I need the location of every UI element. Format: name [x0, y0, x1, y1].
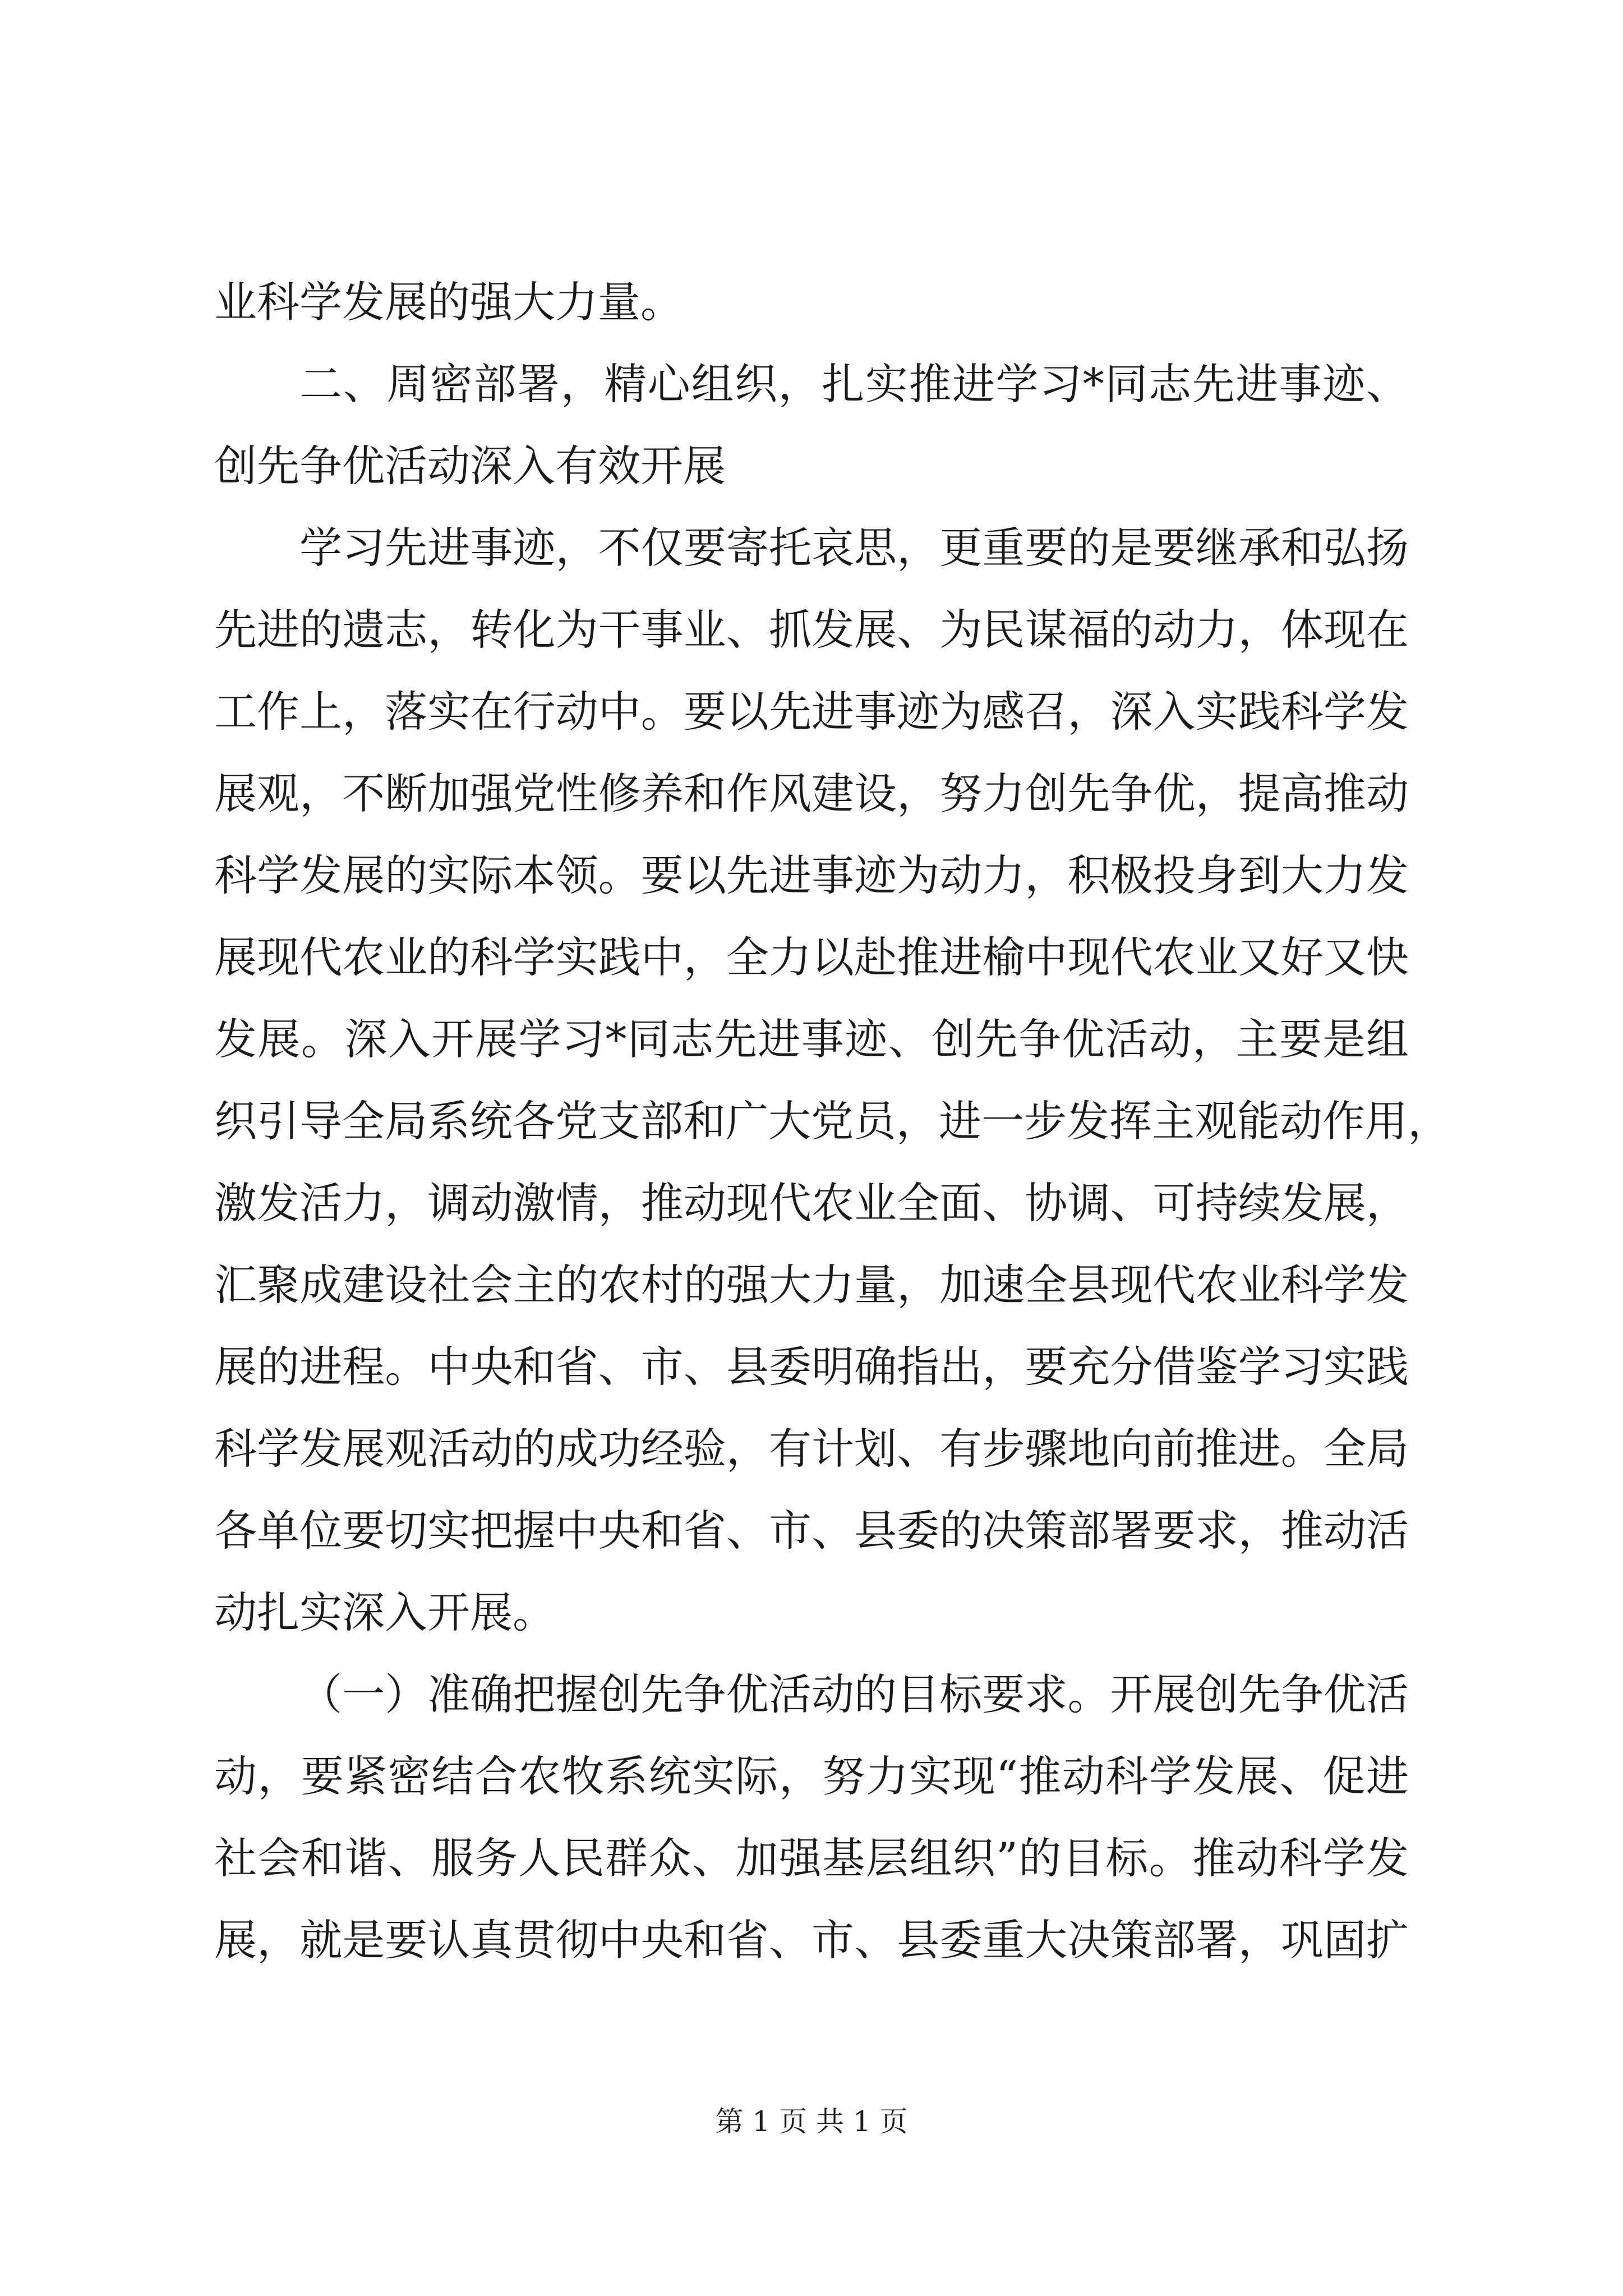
text-line: 动，要紧密结合农牧系统实际，努力实现“推动科学发展、促进	[214, 1751, 1409, 1801]
text-line: 科学发展观活动的成功经验，有计划、有步骤地向前推进。全局	[214, 1424, 1409, 1474]
text-line: 发展。深入开展学习*同志先进事迹、创先争优活动，主要是组	[214, 1014, 1409, 1064]
text-line: 织引导全局系统各党支部和广大党员，进一步发挥主观能动作用，	[214, 1096, 1450, 1146]
text-line: 工作上，落实在行动中。要以先进事迹为感召，深入实践科学发	[214, 687, 1409, 737]
text-line: 激发活力，调动激情，推动现代农业全面、协调、可持续发展，	[214, 1178, 1409, 1228]
text-line: 学习先进事迹，不仅要寄托哀思，更重要的是要继承和弘扬	[299, 523, 1409, 573]
text-line: 动扎实深入开展。	[214, 1588, 555, 1637]
section-heading-line: 二、周密部署，精心组织，扎实推进学习*同志先进事迹、	[299, 359, 1409, 409]
text-line: 各单位要切实把握中央和省、市、县委的决策部署要求，推动活	[214, 1506, 1409, 1556]
section-heading-line: 创先争优活动深入有效开展	[214, 441, 726, 491]
text-line: 展，就是要认真贯彻中央和省、市、县委重大决策部署，巩固扩	[214, 1915, 1409, 1965]
text-line: 科学发展的实际本领。要以先进事迹为动力，积极投身到大力发	[214, 850, 1409, 900]
text-line: 汇聚成建设社会主的农村的强大力量，加速全县现代农业科学发	[214, 1260, 1409, 1310]
text-line: 社会和谐、服务人民群众、加强基层组织”的目标。推动科学发	[214, 1833, 1409, 1883]
text-line: 展的进程。中央和省、市、县委明确指出，要充分借鉴学习实践	[214, 1342, 1409, 1392]
text-line: 展现代农业的科学实践中，全力以赴推进榆中现代农业又好又快	[214, 932, 1409, 982]
text-line: 先进的遗志，转化为干事业、抓发展、为民谋福的动力，体现在	[214, 605, 1409, 655]
page-footer	[0, 2099, 1623, 2139]
document-body	[214, 261, 1450, 1981]
subsection-heading-line: （一）准确把握创先争优活动的目标要求。开展创先争优活	[299, 1669, 1409, 1719]
page-number-label: 第 1 页 共 1 页	[715, 2105, 908, 2138]
text-line: 展观，不断加强党性修养和作风建设，努力创先争优，提高推动	[214, 769, 1409, 818]
text-line: 业科学发展的强大力量。	[214, 277, 683, 327]
